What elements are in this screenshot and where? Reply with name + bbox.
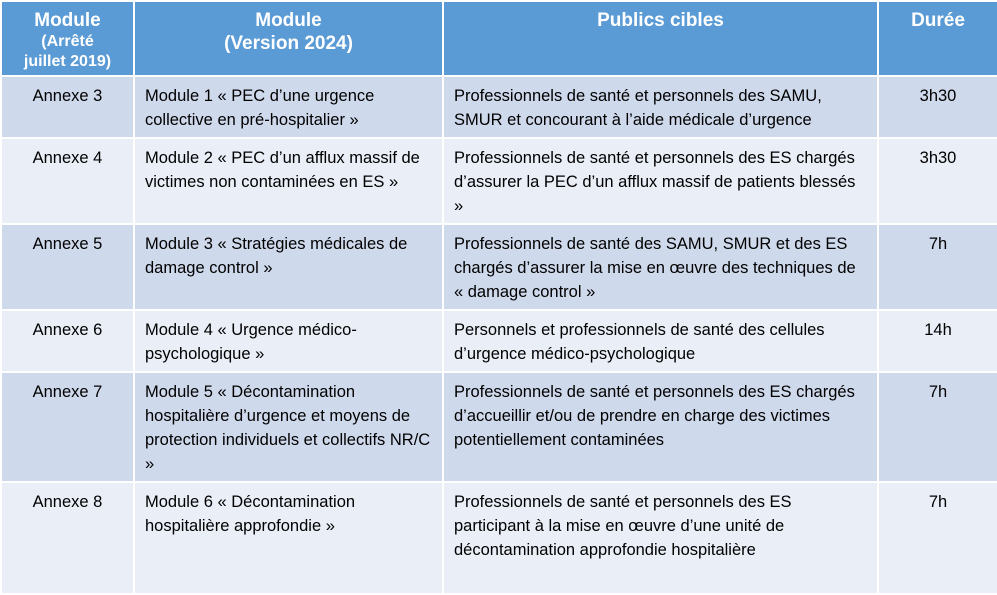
- cell-duree: 3h30: [878, 76, 997, 138]
- cell-module: Module 5 « Décontamination hospitalière d’urgence et moyens de protection individuels et collectifs NR/C »: [134, 372, 443, 482]
- cell-module: Module 6 « Décontamination hospitalière approfondie »: [134, 482, 443, 594]
- header-publics-cibles: [443, 1, 878, 76]
- header-publics-cibles-title: Publics cibles: [597, 10, 724, 31]
- table-row: [1, 76, 997, 138]
- cell-module: Module 1 « PEC d’une urgence collective en pré-hospitalier »: [134, 76, 443, 138]
- table-row: [1, 372, 997, 482]
- table-row: [1, 138, 997, 224]
- cell-publics: Professionnels de santé des SAMU, SMUR et des ES chargés d’assurer la mise en œuvre des techniques de « damage control »: [443, 224, 878, 310]
- header-module-2019-sub-b: juillet 2019): [23, 53, 112, 70]
- cell-module: Module 3 « Stratégies médicales de damage control »: [134, 224, 443, 310]
- cell-duree: 14h: [878, 310, 997, 372]
- header-module-2024: [134, 1, 443, 76]
- cell-publics: Professionnels de santé et personnels des ES chargés d’assurer la PEC d’un afflux massif de patients blessés »: [443, 138, 878, 224]
- cell-duree: 7h: [878, 224, 997, 310]
- header-module-2024-title: Module: [255, 10, 322, 31]
- cell-module: Module 2 « PEC d’un afflux massif de victimes non contaminées en ES »: [134, 138, 443, 224]
- table-row: [1, 224, 997, 310]
- header-duree-title: Durée: [911, 10, 965, 31]
- cell-annexe: Annexe 6: [1, 310, 134, 372]
- header-module-2024-sub: (Version 2024): [224, 33, 353, 54]
- header-duree: [878, 1, 997, 76]
- cell-duree: 7h: [878, 482, 997, 594]
- header-row: [1, 1, 997, 76]
- cell-duree: 3h30: [878, 138, 997, 224]
- cell-annexe: Annexe 4: [1, 138, 134, 224]
- cell-annexe: Annexe 8: [1, 482, 134, 594]
- table-body: [1, 76, 997, 594]
- header-module-2019: [1, 1, 134, 76]
- cell-duree: 7h: [878, 372, 997, 482]
- cell-publics: Professionnels de santé et personnels des SAMU, SMUR et concourant à l’aide médicale d’urgence: [443, 76, 878, 138]
- header-module-2019-title: Module: [34, 10, 101, 31]
- table-row: [1, 310, 997, 372]
- table-header: [1, 1, 997, 76]
- cell-publics: Professionnels de santé et personnels des ES chargés d’accueillir et/ou de prendre en charge des victimes potentiellement contaminées: [443, 372, 878, 482]
- cell-module: Module 4 « Urgence médico-psychologique »: [134, 310, 443, 372]
- header-module-2019-sub-a: (Arrêté: [41, 33, 94, 50]
- cell-annexe: Annexe 5: [1, 224, 134, 310]
- cell-annexe: Annexe 3: [1, 76, 134, 138]
- table-row: [1, 482, 997, 594]
- cell-publics: Professionnels de santé et personnels des ES participant à la mise en œuvre d’une unité de décontamination approfondie hospitalière: [443, 482, 878, 594]
- cell-annexe: Annexe 7: [1, 372, 134, 482]
- cell-publics: Personnels et professionnels de santé des cellules d’urgence médico-psychologique: [443, 310, 878, 372]
